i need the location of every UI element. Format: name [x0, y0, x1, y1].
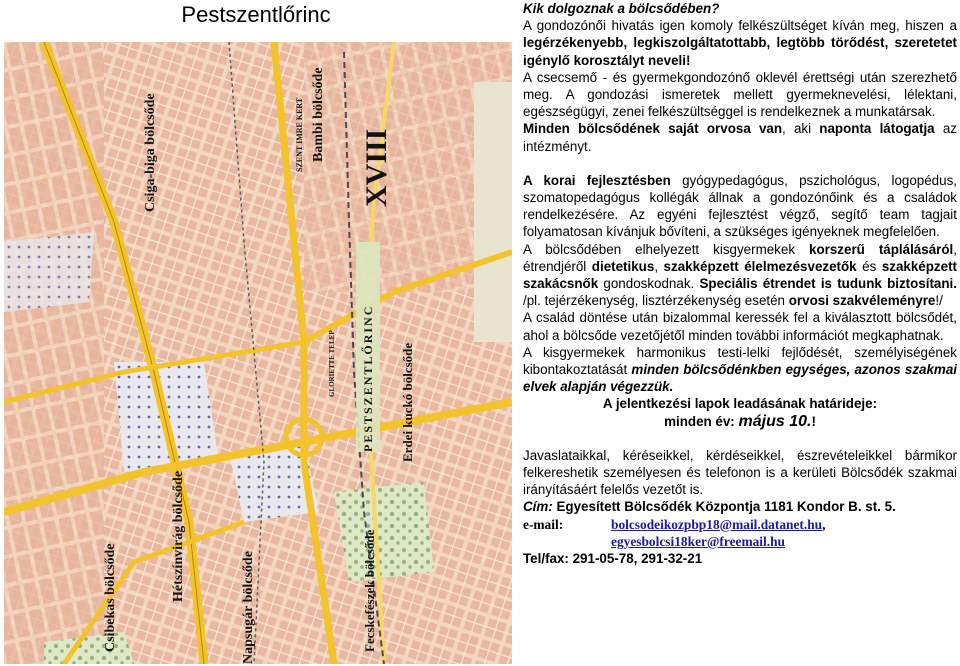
paragraph-qualification: A csecsemő - és gyermekgondozónő oklevél érettségi után szerezhető meg. A gondozási ismeretek mellett gyermeknevelési, lélektani, egészségügyi, zenei felkészültséggel is rendelkeznek a munkatársak. — [523, 69, 957, 120]
phone-fax: Tel/fax: 291-05-78, 291-32-21 — [523, 551, 703, 567]
deadline-label: A jelentkezési lapok leadásának határideje: — [602, 396, 878, 412]
email-link-2[interactable]: egyesbolcsi18ker@freemail.hu — [611, 533, 785, 549]
map-drawing — [4, 42, 512, 664]
paragraph-early-development: A korai fejlesztésben gyógypedagógus, pszichológus, logopédus, szomatopedagógus kollégák állnak a gondozónőink és a családok rendelkezésére. Az egyéni fejlesztést végző, segítő team tagjait folyamatosan kívánjuk bővíteni, a szükséges igényeknek megfelelően. — [523, 172, 957, 240]
map-label-fecskefeszek: Fecskefészek bölcsőde — [362, 529, 377, 652]
paragraph-contact-nursery: A család döntése után bizalommal keressék fel a kiválasztott bölcsődét, ahol a bölcsőde vezetőjétől minden további információt megkaphatnak. — [523, 310, 957, 343]
map-label-erdei: Erdei kuckó bölcsőde — [400, 342, 415, 462]
map-label-district: PESTSZENTLŐRINC — [361, 304, 375, 452]
map-label-csibekas: Csibekas bölcsőde — [103, 543, 118, 652]
email-label: e-mail: — [523, 516, 564, 532]
district-map — [4, 42, 512, 664]
email-block: e-mail: bolcsodeikozpbp18@mail.datanet.hu, egyesbolcsi18ker@freemail.hu — [523, 516, 826, 549]
map-label-xviii: XVIII — [360, 128, 393, 207]
section-heading: Kik dolgoznak a bölcsődében? — [523, 1, 720, 16]
map-label-csiga: Csiga-biga bölcsőde — [143, 93, 158, 212]
address-line: Cím: Egyesített Bölcsődék Központja 1181 Kondor B. st. 5. — [523, 499, 896, 515]
paragraph-profession: A gondozónői hivatás igen komoly felkészültséget kíván meg, hiszen a legérzékenyebb, legkiszolgáltatottabb, legtöbb törődést, szeretetet igénylő korosztályt neveli! — [523, 18, 957, 68]
map-label-bambi: Bambi bölcsőde — [311, 67, 326, 162]
map-label-szent-imre: SZENT IMRE KERT — [295, 97, 304, 172]
map-label-napsugar: Napsugár bölcsőde — [241, 551, 256, 664]
deadline-date: május 10. — [738, 412, 812, 430]
paragraph-suggestions: Javaslataikkal, kéréseikkel, kérdéseikkel, észrevételeikkel bármikor felkereshetik személyesen és telefonon is a kerületi Bölcsődék szakmai irányításáért felelős vezetőt is. — [523, 447, 957, 498]
deadline: minden év: május 10.! — [664, 412, 816, 430]
paragraph-doctor: Minden bölcsődének saját orvosa van, aki naponta látogatja az intézményt. — [523, 121, 957, 154]
email-link-1[interactable]: bolcsodeikozpbp18@mail.datanet.hu — [611, 516, 823, 532]
map-label-hetszinvirag: Hétszínvirág bölcsőde — [171, 470, 186, 602]
info-text-column — [523, 0, 957, 666]
paragraph-principles: A kisgyermekek harmonikus testi-lelki fejlődését, személyiségének kibontakoztatását minden bölcsődénkben egységes, azonos szakmai elvek alapján végezzük. — [523, 344, 957, 395]
map-label-gloriette: GLORIETTE TELEP — [328, 330, 336, 397]
paragraph-nutrition: A bölcsődében elhelyezett kisgyermekek korszerű táplálásáról, étrendjéről dietetikus, szakképzett élelmezésvezetők és szakképzett szakácsnők gondoskodnak. Speciális étrendet is tudunk biztosítani. /pl. tejérzékenység, lisztérzékenység esetén orvosi szakvéleményre!/ — [523, 241, 957, 309]
map-title: Pestszentlőrinc — [181, 2, 331, 27]
